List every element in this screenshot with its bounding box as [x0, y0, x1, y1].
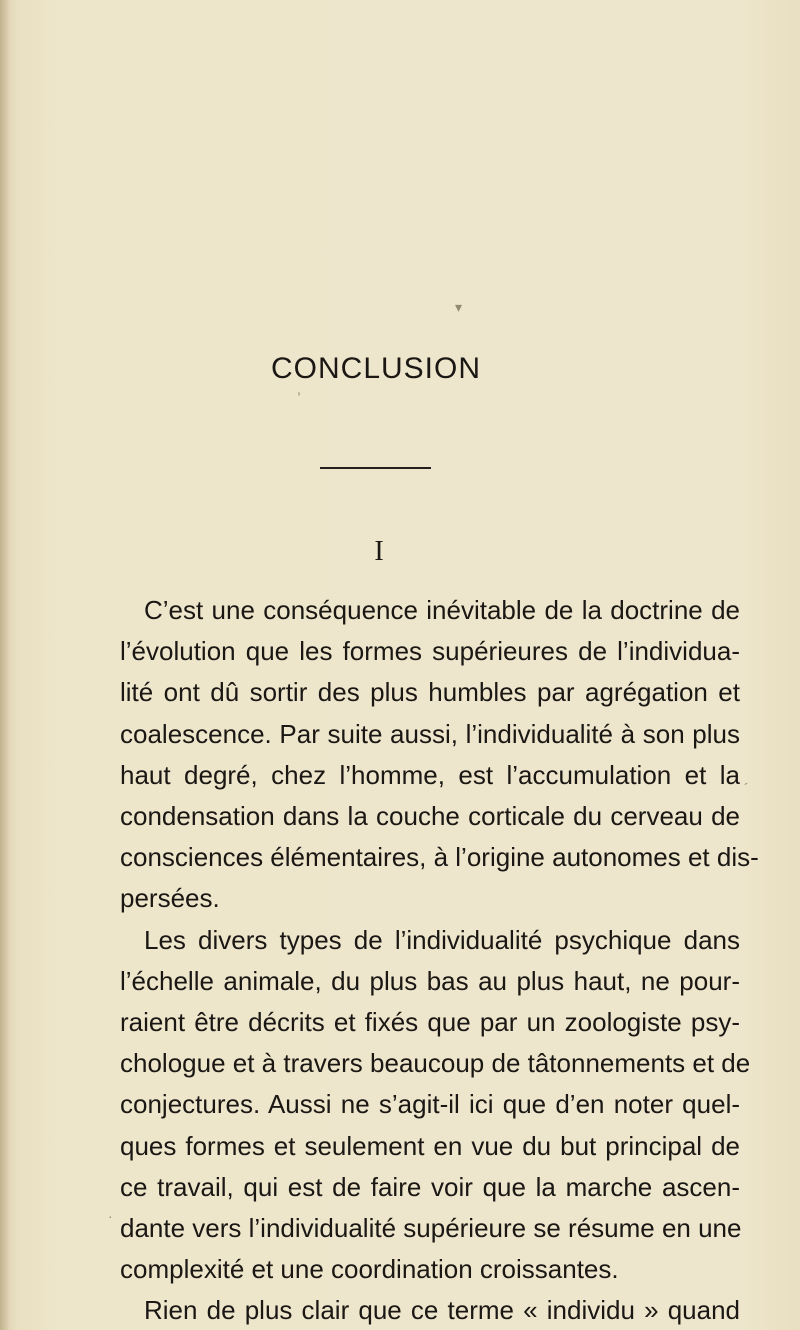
- text-line: chologue et à travers beaucoup de tâtonnements et de: [120, 1048, 751, 1079]
- text-line: conjectures. Aussi ne s’agit-il ici que d’en noter quel-: [120, 1089, 740, 1120]
- body-paragraphs: [120, 590, 759, 1330]
- text-line: ques formes et seulement en vue du but principal de: [120, 1130, 740, 1161]
- chapter-heading: CONCLUSION: [270, 352, 482, 385]
- text-line: C’est une conséquence inévitable de la doctrine de: [144, 595, 740, 625]
- ink-speck: ´: [744, 780, 749, 796]
- text-line: Les divers types de l’individualité psychique dans: [144, 924, 740, 955]
- heading-rule: [320, 467, 431, 469]
- text-line: Rien de plus clair que ce terme « individu » quand: [144, 1295, 740, 1326]
- page-edge-shadow: [0, 0, 10, 1330]
- text-line: condensation dans la couche corticale du cerveau de: [120, 801, 740, 832]
- text-line: l’échelle animale, du plus bas au plus haut, ne pour-: [120, 965, 740, 996]
- section-number: I: [374, 536, 384, 567]
- ink-speck: ▾: [455, 299, 463, 315]
- text-line: dante vers l’individualité supérieure se résume en une: [120, 1213, 742, 1244]
- ink-speck: ,: [297, 381, 301, 397]
- text-line: l’évolution que les formes supérieures de l’individua-: [120, 636, 740, 667]
- text-line: ce travail, qui est de faire voir que la marche ascen-: [120, 1171, 740, 1202]
- text-line: complexité et une coordination croissantes.: [120, 1254, 619, 1285]
- text-line: coalescence. Par suite aussi, l’individualité à son plus: [120, 718, 740, 749]
- text-line: consciences élémentaires, à l’origine autonomes et dis-: [120, 842, 759, 873]
- text-line: haut degré, chez l’homme, est l’accumulation et la: [120, 759, 740, 790]
- text-line: raient être décrits et fixés que par un zoologiste psy-: [120, 1007, 740, 1038]
- text-line: lité ont dû sortir des plus humbles par agrégation et: [120, 677, 740, 708]
- text-line: persées.: [120, 883, 220, 914]
- ink-speck: ·: [108, 1208, 113, 1224]
